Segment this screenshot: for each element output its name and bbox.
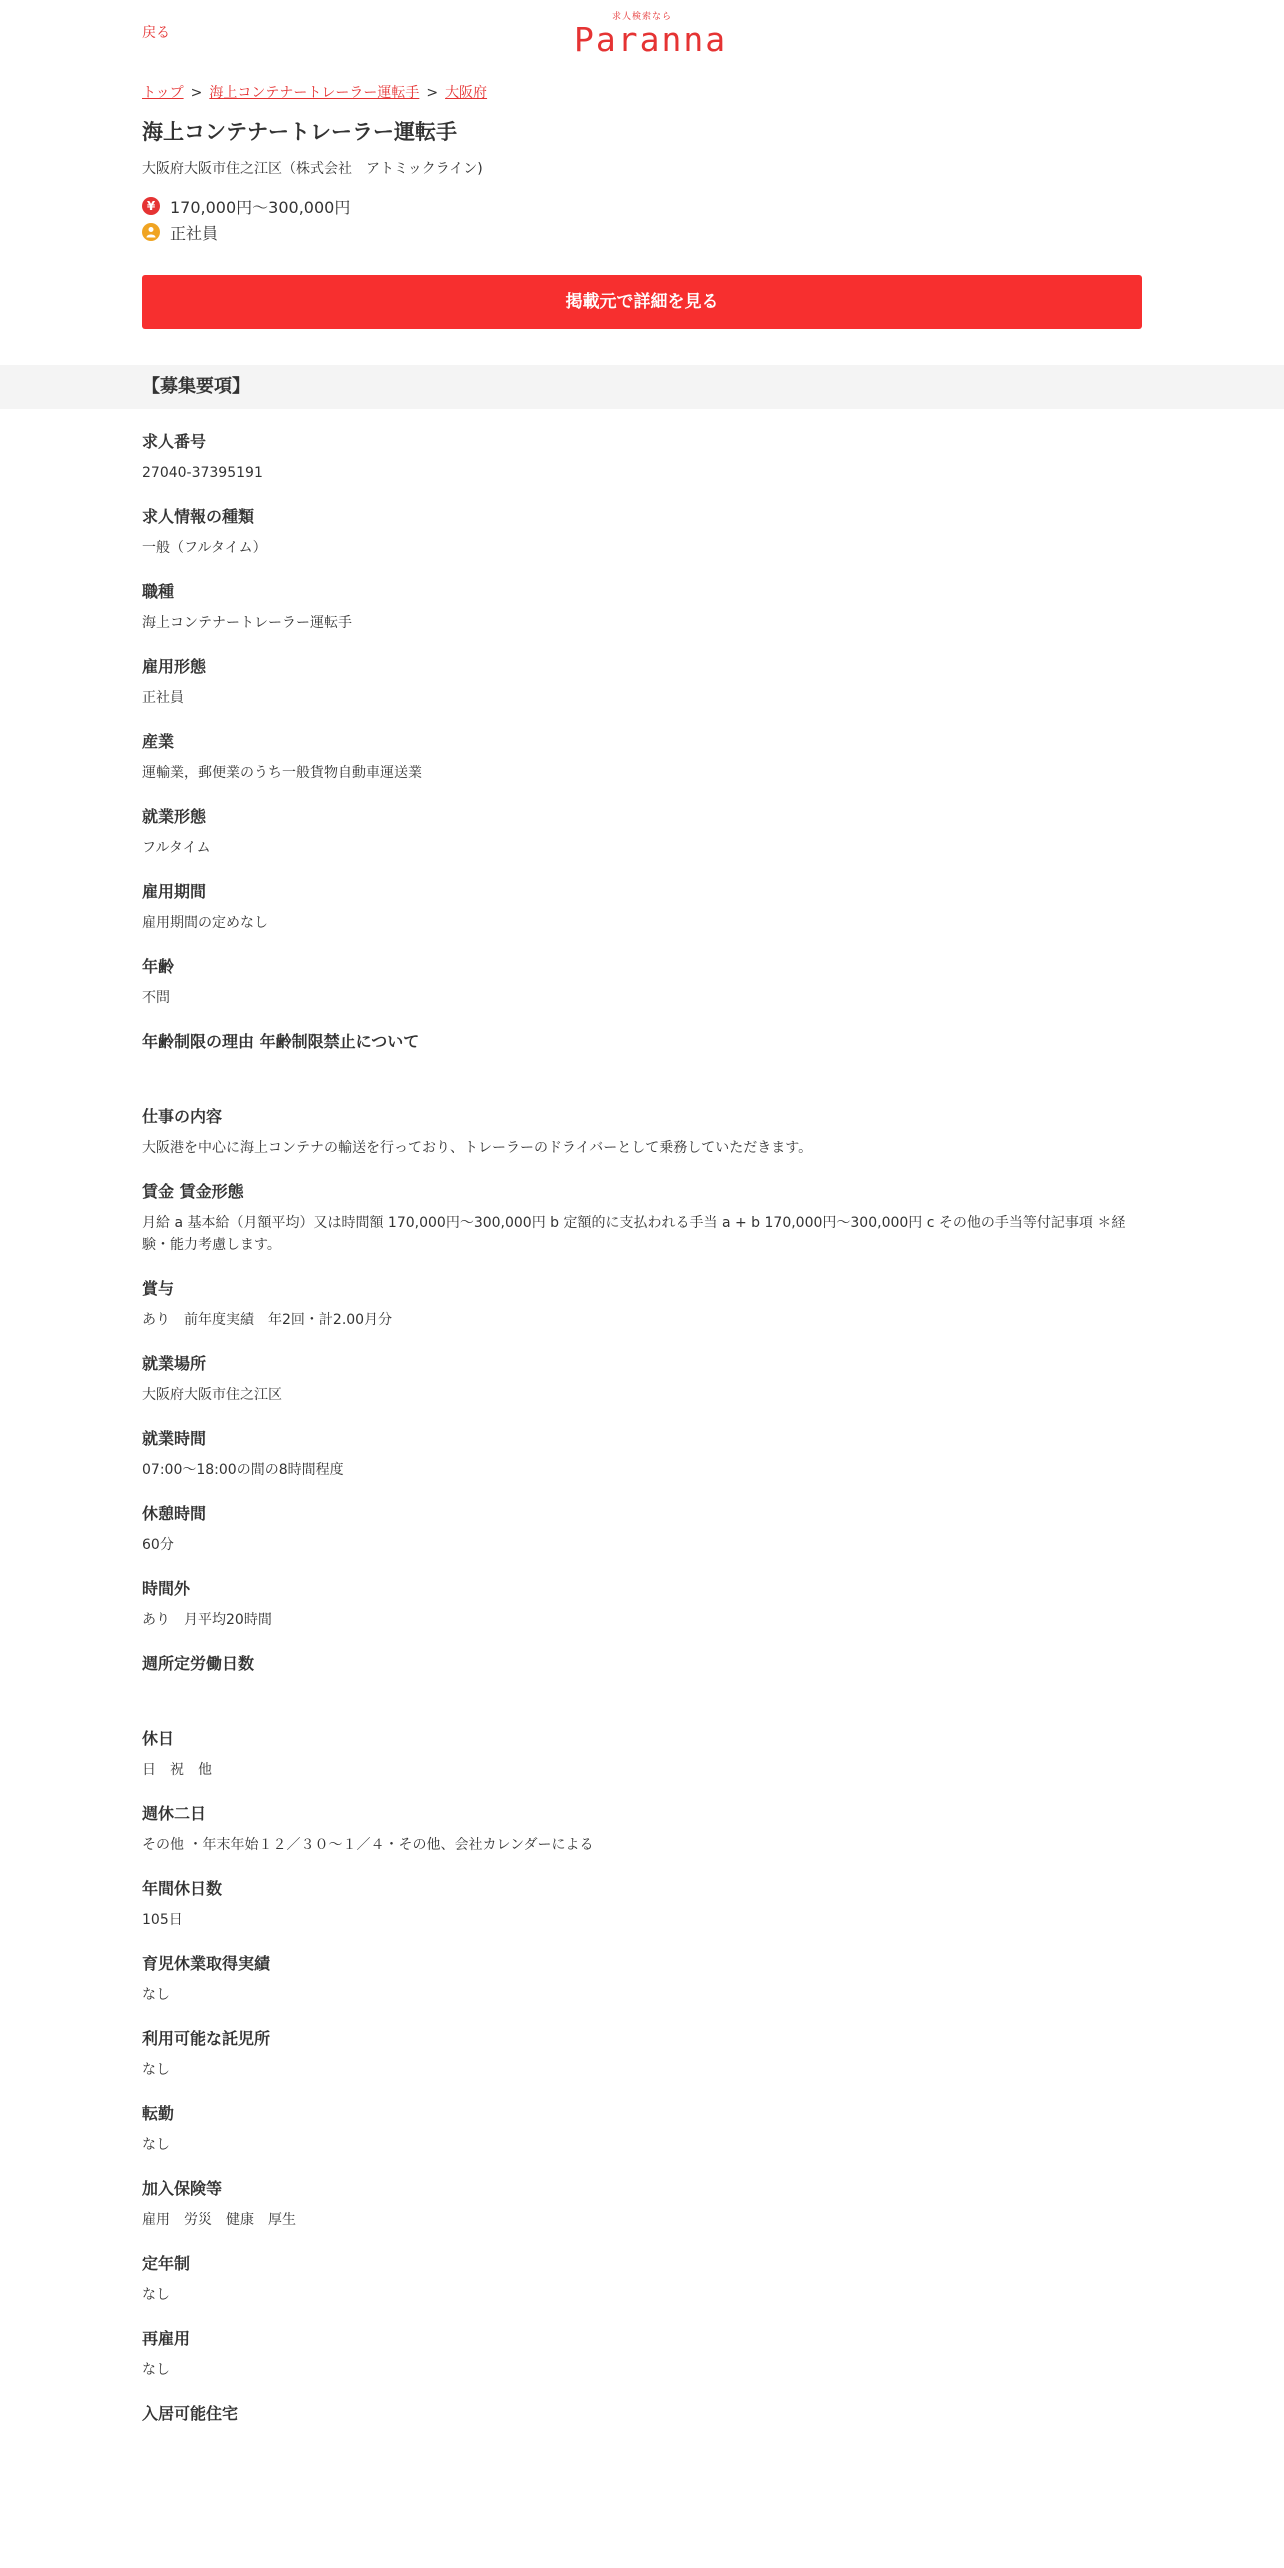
detail-label: 産業 <box>142 732 175 752</box>
detail-item <box>142 2094 1142 2156</box>
detail-item <box>142 1794 1142 1856</box>
detail-label: 就業時間 <box>142 1429 207 1449</box>
detail-value <box>142 2434 1142 2456</box>
detail-value: 105日 <box>142 1912 183 1929</box>
detail-item <box>142 422 1142 484</box>
detail-value: あり 前年度実績 年2回・計2.00月分 <box>142 1312 393 1329</box>
detail-item <box>142 1022 1142 1084</box>
detail-value: 60分 <box>142 1537 174 1554</box>
job-meta <box>142 193 1142 245</box>
detail-item <box>142 1869 1142 1931</box>
breadcrumb <box>142 84 1142 102</box>
detail-item <box>142 1569 1142 1631</box>
person-icon <box>142 223 160 241</box>
detail-item <box>142 647 1142 709</box>
detail-value <box>142 1062 1142 1084</box>
detail-value: なし <box>142 2062 170 2079</box>
detail-item <box>142 1644 1142 1706</box>
view-details-button[interactable]: 掲載元で詳細を見る <box>142 275 1142 329</box>
detail-value: 27040-37395191 <box>142 465 263 482</box>
detail-item <box>142 872 1142 934</box>
detail-label: 求人情報の種類 <box>142 507 255 527</box>
breadcrumb-link-prefecture[interactable]: 大阪府 <box>445 85 488 101</box>
detail-value: 雇用期間の定めなし <box>142 915 268 932</box>
detail-label: 求人番号 <box>142 432 207 452</box>
header <box>0 0 1284 60</box>
employment-text: 正社員 <box>170 223 219 243</box>
logo-tagline: 求人検索なら <box>611 12 672 22</box>
detail-item <box>142 2169 1142 2231</box>
breadcrumb-separator: > <box>190 85 203 101</box>
detail-label: 雇用期間 <box>142 882 207 902</box>
detail-item <box>142 947 1142 1009</box>
detail-value: フルタイム <box>142 840 211 857</box>
detail-value: あり 月平均20時間 <box>142 1612 272 1629</box>
detail-item <box>142 1494 1142 1556</box>
detail-label: 定年制 <box>142 2254 191 2274</box>
detail-item <box>142 1172 1142 1256</box>
detail-item <box>142 2319 1142 2381</box>
detail-label: 転勤 <box>142 2104 175 2124</box>
detail-label: 入居可能住宅 <box>142 2404 239 2424</box>
detail-value: なし <box>142 2137 170 2154</box>
yen-icon: ¥ <box>142 197 160 215</box>
employment-row <box>142 219 1142 245</box>
detail-label: 年間休日数 <box>142 1879 223 1899</box>
job-summary <box>0 84 1284 329</box>
detail-label: 就業場所 <box>142 1354 207 1374</box>
detail-value: なし <box>142 1987 170 2004</box>
detail-label: 利用可能な託児所 <box>142 2029 271 2049</box>
job-location-company: 大阪府大阪市住之江区（株式会社 アトミックライン) <box>142 161 483 178</box>
detail-label: 就業形態 <box>142 807 207 827</box>
detail-item <box>142 1269 1142 1331</box>
detail-label: 週所定労働日数 <box>142 1654 255 1674</box>
detail-item <box>142 722 1142 784</box>
salary-row <box>142 193 1142 219</box>
breadcrumb-link-top[interactable]: トップ <box>142 85 184 101</box>
detail-item <box>142 1419 1142 1481</box>
detail-label: 加入保険等 <box>142 2179 223 2199</box>
detail-item <box>142 1944 1142 2006</box>
detail-value: 大阪港を中心に海上コンテナの輸送を行っており、トレーラーのドライバーとして乗務していただきます。 <box>142 1140 813 1157</box>
detail-value: その他 ・年末年始１２／３０～１／４・その他、会社カレンダーによる <box>142 1837 594 1854</box>
breadcrumb-separator: > <box>426 85 439 101</box>
logo-text: Paranna <box>574 20 728 59</box>
detail-label: 雇用形態 <box>142 657 207 677</box>
detail-value: なし <box>142 2287 170 2304</box>
detail-value: 大阪府大阪市住之江区 <box>142 1387 282 1404</box>
detail-value: 一般（フルタイム） <box>142 540 267 557</box>
detail-value: 日 祝 他 <box>142 1762 212 1779</box>
detail-label: 時間外 <box>142 1579 191 1599</box>
detail-item <box>142 497 1142 559</box>
detail-item <box>142 797 1142 859</box>
breadcrumb-link-job[interactable]: 海上コンテナートレーラー運転手 <box>209 85 420 101</box>
back-link[interactable]: 戻る <box>142 25 170 41</box>
salary-text: 170,000円～300,000円 <box>170 197 351 217</box>
detail-label: 賃金 賃金形態 <box>142 1182 244 1202</box>
detail-value <box>142 1684 1142 1706</box>
site-logo[interactable] <box>574 12 728 59</box>
detail-item <box>142 1344 1142 1406</box>
job-title: 海上コンテナートレーラー運転手 <box>142 120 457 144</box>
detail-value: 海上コンテナートレーラー運転手 <box>142 615 352 632</box>
detail-value: 不問 <box>142 990 170 1007</box>
job-details-list <box>0 422 1284 2456</box>
detail-value: なし <box>142 2362 170 2379</box>
detail-value: 月給 a 基本給（月額平均）又は時間額 170,000円～300,000円 b 定額的に支払われる手当 a + b 170,000円～300,000円 c その他の手当等付記事項 ＊経験・能力考慮します。 <box>142 1215 1126 1254</box>
detail-label: 週休二日 <box>142 1804 207 1824</box>
detail-item <box>142 1719 1142 1781</box>
detail-label: 休憩時間 <box>142 1504 207 1524</box>
section-title: 【募集要項】 <box>0 365 1284 409</box>
detail-value: 正社員 <box>142 690 184 707</box>
detail-item <box>142 2244 1142 2306</box>
detail-item <box>142 1097 1142 1159</box>
detail-label: 年齢制限の理由 年齢制限禁止について <box>142 1032 420 1052</box>
detail-item <box>142 2394 1142 2456</box>
detail-label: 年齢 <box>142 957 175 977</box>
detail-value: 07:00～18:00の間の8時間程度 <box>142 1462 344 1479</box>
detail-item <box>142 2019 1142 2081</box>
detail-label: 賞与 <box>142 1279 175 1299</box>
detail-value: 運輸業，郵便業のうち一般貨物自動車運送業 <box>142 765 422 782</box>
detail-value: 雇用 労災 健康 厚生 <box>142 2212 296 2229</box>
detail-label: 再雇用 <box>142 2329 191 2349</box>
detail-label: 職種 <box>142 582 175 602</box>
detail-label: 仕事の内容 <box>142 1107 223 1127</box>
detail-label: 育児休業取得実績 <box>142 1954 271 1974</box>
detail-item <box>142 572 1142 634</box>
detail-label: 休日 <box>142 1729 175 1749</box>
